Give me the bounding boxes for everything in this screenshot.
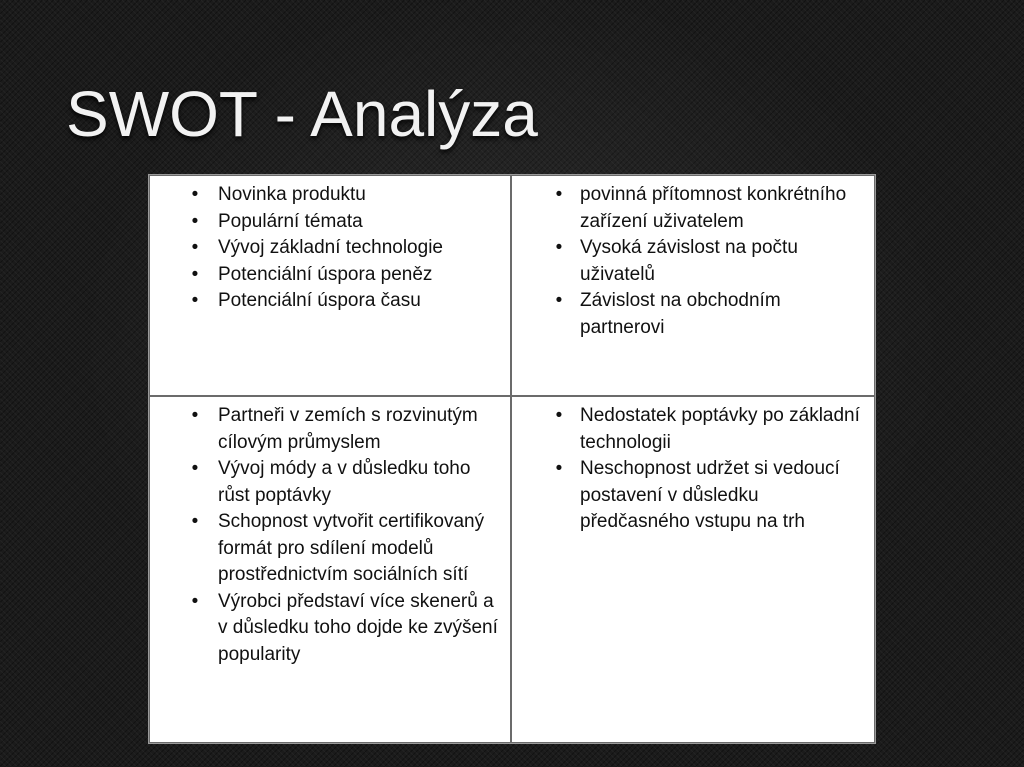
list-item: • Potenciální úspora času xyxy=(160,288,502,315)
list-item: • Partneři v zemích s rozvinutým cílovým průmyslem xyxy=(160,403,502,456)
bullet-icon: • xyxy=(555,405,563,426)
bullet-icon: • xyxy=(191,263,199,285)
bullet-icon: • xyxy=(191,210,199,232)
list-item: • Výrobci představí více skenerů a v důsledku toho dojde ke zvýšení popularity xyxy=(160,589,502,669)
list-item: • Vývoj módy a v důsledku toho růst poptávky xyxy=(160,456,502,509)
list-item: • Závislost na obchodním partnerovi xyxy=(522,288,866,341)
bullet-icon: • xyxy=(555,237,563,258)
list-item: • povinná přítomnost konkrétního zařízení uživatelem xyxy=(522,182,866,235)
opportunities-list xyxy=(160,403,502,668)
bullet-icon: • xyxy=(191,590,199,612)
list-item: • Nedostatek poptávky po základní technologii xyxy=(522,403,866,456)
weaknesses-list xyxy=(522,182,866,341)
strengths-cell xyxy=(149,175,511,396)
bullet-icon: • xyxy=(555,458,563,479)
weaknesses-cell xyxy=(511,175,875,396)
strengths-list xyxy=(160,182,502,315)
slide-title: SWOT - Analýza xyxy=(66,78,538,150)
bullet-icon: • xyxy=(191,405,199,426)
list-item: • Schopnost vytvořit certifikovaný formát pro sdílení modelů prostřednictvím sociálních sítí xyxy=(160,509,502,589)
opportunities-cell xyxy=(149,396,511,743)
bullet-icon: • xyxy=(555,184,563,205)
bullet-icon: • xyxy=(555,290,563,311)
list-item: • Neschopnost udržet si vedoucí postavení v důsledku předčasného vstupu na trh xyxy=(522,456,866,536)
bullet-icon: • xyxy=(191,184,199,205)
list-item: • Vývoj základní technologie xyxy=(160,235,502,262)
bullet-icon: • xyxy=(191,290,199,311)
swot-table xyxy=(148,174,876,744)
bullet-icon: • xyxy=(191,237,199,258)
list-item: • Vysoká závislost na počtu uživatelů xyxy=(522,235,866,288)
list-item: • Populární témata xyxy=(160,209,502,236)
threats-cell xyxy=(511,396,875,743)
threats-list xyxy=(522,403,866,536)
bullet-icon: • xyxy=(191,511,199,532)
list-item: • Potenciální úspora peněz xyxy=(160,262,502,289)
bullet-icon: • xyxy=(191,458,199,479)
list-item: • Novinka produktu xyxy=(160,182,502,209)
